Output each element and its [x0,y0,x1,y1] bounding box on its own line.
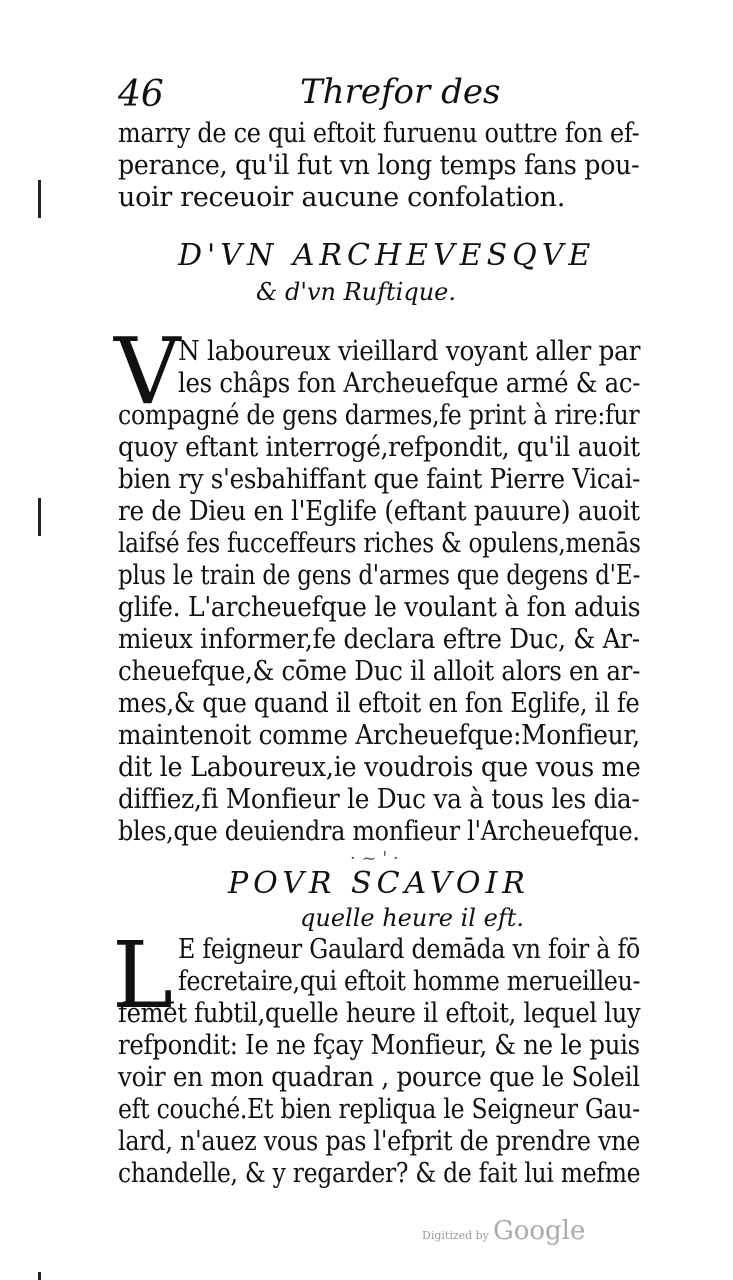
text-line: voir en mon quadran , pource que le Soleil [118,1062,640,1093]
text-line: eft couché.Et bien repliqua le Seigneur Gau- [118,1094,640,1125]
text-line: cheuefque,& cōme Duc il alloit alors en ar- [118,656,641,687]
text-line: perance, qu'il fut vn long temps fans pou- [118,150,640,181]
text-line: plus le train de gens d'armes que degens d'E- [118,560,641,591]
watermark-prefix: Digitized by [422,1229,489,1242]
text-line: marry de ce qui eftoit furuenu outtre fon ef- [118,118,640,149]
margin-mark [38,180,41,218]
text-line: mes,& que quand il eftoit en fon Eglife, il fe [118,688,640,719]
text-line: maintenoit comme Archeuefque:Monfieur, [118,720,640,751]
text-line: refpondit: Ie ne fçay Monfieur, & ne le puis [118,1030,640,1061]
text-line: bles,que deuiendra monfieur l'Archeuefque. [118,816,640,847]
text-line: mieux informer,fe declara eftre Duc, & Ar- [118,624,640,655]
text-line: E feigneur Gaulard demāda vn foir à fō [178,934,641,965]
text-line: bien ry s'esbahiffant que faint Pierre Vicai- [118,464,641,495]
text-line: uoir receuoir aucune confolation. [118,182,566,213]
margin-mark [38,1272,41,1280]
text-line: compagné de gens darmes,fe print à rire:fur [118,400,640,431]
page-number: 46 [118,74,164,115]
text-line: re de Dieu en l'Eglife (eftant pauure) auoit [118,496,640,527]
text-line: N laboureux vieillard voyant aller par [178,336,641,367]
drop-cap: V [114,318,181,425]
text-line: laifsé fes fucceffeurs riches & opulens,menās [118,528,641,559]
ink-smudge: · ~ ' · [350,848,399,869]
text-line: lard, n'auez vous pas l'efprit de prendre vne [118,1126,641,1157]
running-title: Threfor des [300,72,501,112]
google-logo: Google [492,1216,586,1246]
text-line: femēt fubtil,quelle heure il eftoit, lequel luy [118,998,641,1029]
text-line: quoy eftant interrogé,refpondit, qu'il auoit [118,432,640,463]
text-line: glife. L'archeuefque le voulant à fon aduis [118,592,641,623]
section-subheading: quelle heure il eft. [300,904,524,932]
section-subheading: & d'vn Ruftique. [256,278,456,306]
text-line: diffiez,fi Monfieur le Duc va à tous les dia- [118,784,640,815]
text-line: chandelle, & y regarder? & de fait lui mefme [118,1158,641,1189]
text-line: les châps fon Archeuefque armé & ac- [178,368,641,399]
margin-mark [38,498,41,536]
text-line: dit le Laboureux,ie voudrois que vous me [118,752,641,783]
digitized-watermark [422,1216,585,1246]
text-line: fecretaire,qui eftoit homme merueilleu- [178,966,641,997]
drop-cap: L [112,922,174,1029]
section-heading: D'VN ARCHEVESQVE [178,238,596,273]
section-heading: POVR SCAVOIR [228,866,530,901]
